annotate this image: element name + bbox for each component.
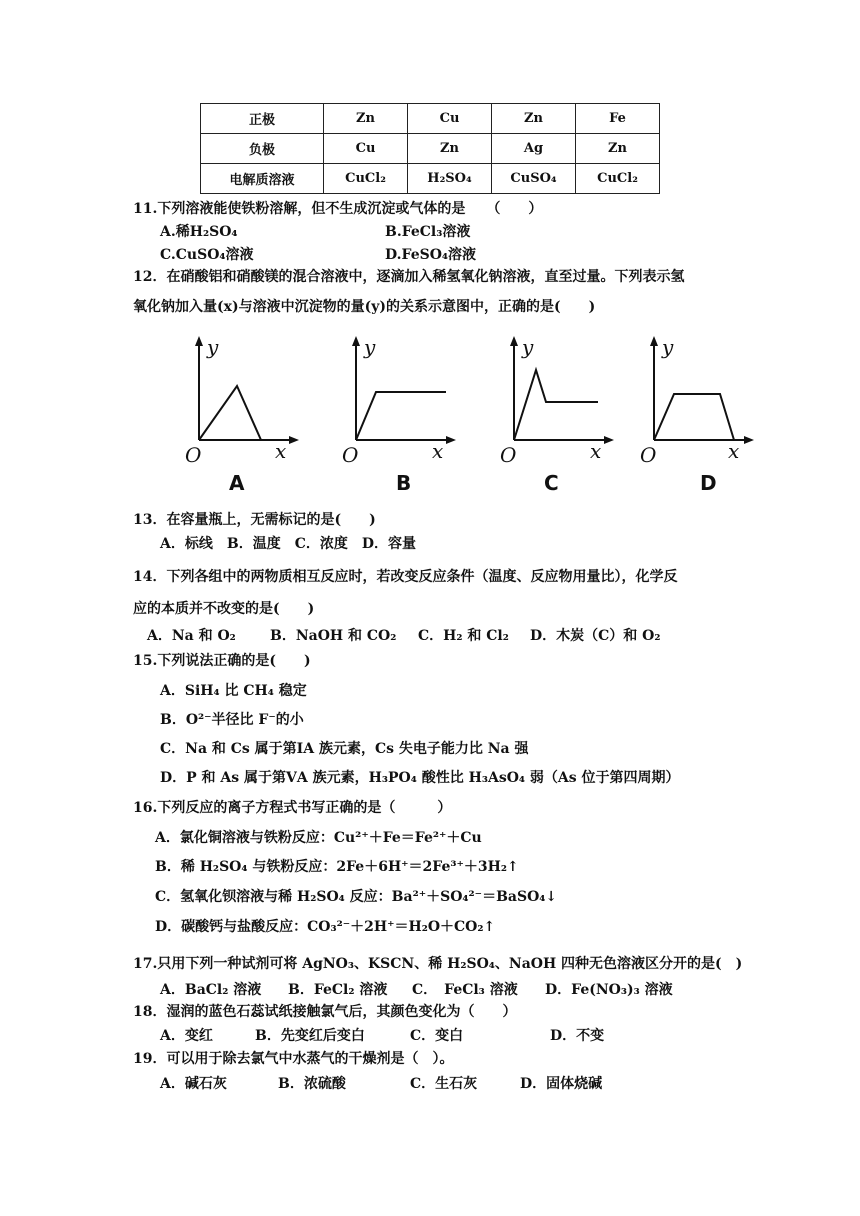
y-axis-label: y: [364, 335, 376, 359]
origin-label: O: [500, 443, 517, 467]
q14-option-b: B．NaOH 和 CO₂: [270, 628, 397, 644]
q17-stem: 17.只用下列一种试剂可将 AgNO₃、KSCN、稀 H₂SO₄、NaOH 四种无色溶液区分开的是( ): [133, 956, 743, 972]
table-cell: Zn: [492, 104, 576, 134]
graph-d-svg: [640, 330, 770, 500]
x-axis-label: x: [275, 439, 287, 463]
q16-option-b: B．稀 H₂SO₄ 与铁粉反应：2Fe＋6H⁺＝2Fe³⁺＋3H₂↑: [155, 859, 519, 875]
table-cell: Cu: [324, 134, 408, 164]
x-axis-arrow: [744, 436, 754, 444]
q13-stem: 13．在容量瓶上，无需标记的是( ): [133, 512, 376, 528]
table-cell: Zn: [576, 134, 660, 164]
q16-option-d: D．碳酸钙与盐酸反应：CO₃²⁻＋2H⁺＝H₂O＋CO₂↑: [155, 919, 496, 935]
q17-option-c: C． FeCl₃ 溶液: [412, 982, 518, 998]
table-cell: CuCl₂: [324, 164, 408, 194]
q17-option-d: D．Fe(NO₃)₃ 溶液: [545, 982, 673, 998]
q15-option-a: A．SiH₄ 比 CH₄ 稳定: [160, 683, 307, 699]
table-row: [201, 164, 660, 194]
q15-option-b: B．O²⁻半径比 F⁻的小: [160, 712, 304, 728]
q11-option-d: D.FeSO₄溶液: [385, 247, 477, 263]
table-row: [201, 134, 660, 164]
table-cell: Fe: [576, 104, 660, 134]
table-cell: CuCl₂: [576, 164, 660, 194]
table-cell: 正极: [201, 104, 324, 134]
graph-d: [640, 330, 770, 500]
q16-option-c: C．氢氧化钡溶液与稀 H₂SO₄ 反应：Ba²⁺＋SO₄²⁻＝BaSO₄↓: [155, 889, 558, 905]
electrode-table: [200, 103, 660, 194]
q14-stem-line1: 14．下列各组中的两物质相互反应时，若改变反应条件（温度、反应物用量比），化学反: [133, 569, 678, 585]
y-axis-arrow: [650, 336, 658, 346]
origin-label: O: [640, 443, 657, 467]
y-axis-label: y: [662, 335, 674, 359]
table-cell: CuSO₄: [492, 164, 576, 194]
q11-option-b: B.FeCl₃溶液: [385, 224, 471, 240]
q18-option-a: A．变红: [160, 1028, 213, 1044]
graph-letter: A: [229, 471, 245, 495]
curve: [654, 394, 734, 440]
q19-option-d: D．固体烧碱: [520, 1076, 603, 1092]
q11-stem: 11.下列溶液能使铁粉溶解，但不生成沉淀或气体的是 （ ）: [133, 201, 543, 217]
table-cell: 电解质溶液: [201, 164, 324, 194]
origin-label: O: [342, 443, 359, 467]
table-cell: Zn: [324, 104, 408, 134]
x-axis-arrow: [289, 436, 299, 444]
graph-c-svg: [500, 330, 630, 500]
q15-option-d: D．P 和 As 属于第ⅤA 族元素，H₃PO₄ 酸性比 H₃AsO₄ 弱（As 位于第四周期）: [160, 770, 680, 786]
q11-option-a: A.稀H₂SO₄: [160, 224, 238, 240]
y-axis-label: y: [522, 335, 534, 359]
q18-option-b: B．先变红后变白: [255, 1028, 365, 1044]
q14-option-a: A．Na 和 O₂: [147, 628, 236, 644]
q13-options: A．标线 B．温度 C．浓度 D．容量: [160, 536, 416, 552]
graph-letter: B: [396, 471, 412, 495]
y-axis-arrow: [352, 336, 360, 346]
graph-a-svg: [185, 330, 315, 500]
curve: [199, 386, 261, 440]
x-axis-label: x: [728, 439, 740, 463]
x-axis-arrow: [446, 436, 456, 444]
q19-option-c: C．生石灰: [410, 1076, 478, 1092]
q16-option-a: A．氯化铜溶液与铁粉反应：Cu²⁺＋Fe＝Fe²⁺＋Cu: [155, 830, 482, 846]
origin-label: O: [185, 443, 202, 467]
table-cell: Ag: [492, 134, 576, 164]
y-axis-arrow: [510, 336, 518, 346]
q19-stem: 19．可以用于除去氯气中水蒸气的干燥剂是（ ）。: [133, 1051, 454, 1067]
graph-a: [185, 330, 315, 500]
table-row: [201, 104, 660, 134]
q12-stem-line1: 12．在硝酸铝和硝酸镁的混合溶液中，逐滴加入稀氢氧化钠溶液，直至过量。下列表示氢: [133, 269, 685, 285]
q17-option-b: B．FeCl₂ 溶液: [288, 982, 388, 998]
graph-b: [342, 330, 472, 500]
y-axis-arrow: [195, 336, 203, 346]
q18-option-c: C．变白: [410, 1028, 464, 1044]
q19-option-a: A．碱石灰: [160, 1076, 227, 1092]
q15-option-c: C．Na 和 Cs 属于第ⅠA 族元素，Cs 失电子能力比 Na 强: [160, 741, 529, 757]
x-axis-arrow: [604, 436, 614, 444]
q16-stem: 16.下列反应的离子方程式书写正确的是（ ）: [133, 800, 452, 816]
y-axis-label: y: [207, 335, 219, 359]
curve: [356, 392, 446, 440]
graph-b-svg: [342, 330, 472, 500]
table-cell: Zn: [408, 134, 492, 164]
q11-option-c: C.CuSO₄溶液: [160, 247, 254, 263]
q14-option-c: C．H₂ 和 Cl₂: [418, 628, 509, 644]
graph-letter: C: [544, 471, 559, 495]
q18-stem: 18．湿润的蓝色石蕊试纸接触氯气后，其颜色变化为（ ）: [133, 1004, 517, 1020]
q14-stem-line2: 应的本质并不改变的是( ): [133, 601, 315, 617]
q12-stem-line2: 氧化钠加入量(x)与溶液中沉淀物的量(y)的关系示意图中，正确的是( ): [133, 299, 596, 315]
q18-option-d: D．不变: [550, 1028, 605, 1044]
graph-letter: D: [700, 471, 717, 495]
table-cell: H₂SO₄: [408, 164, 492, 194]
graph-c: [500, 330, 630, 500]
q17-option-a: A．BaCl₂ 溶液: [160, 982, 262, 998]
q14-option-d: D．木炭（C）和 O₂: [530, 628, 661, 644]
curve: [514, 370, 598, 440]
x-axis-label: x: [432, 439, 444, 463]
x-axis-label: x: [590, 439, 602, 463]
table-cell: 负极: [201, 134, 324, 164]
q19-option-b: B．浓硫酸: [278, 1076, 346, 1092]
table-cell: Cu: [408, 104, 492, 134]
q15-stem: 15.下列说法正确的是( ): [133, 653, 311, 669]
